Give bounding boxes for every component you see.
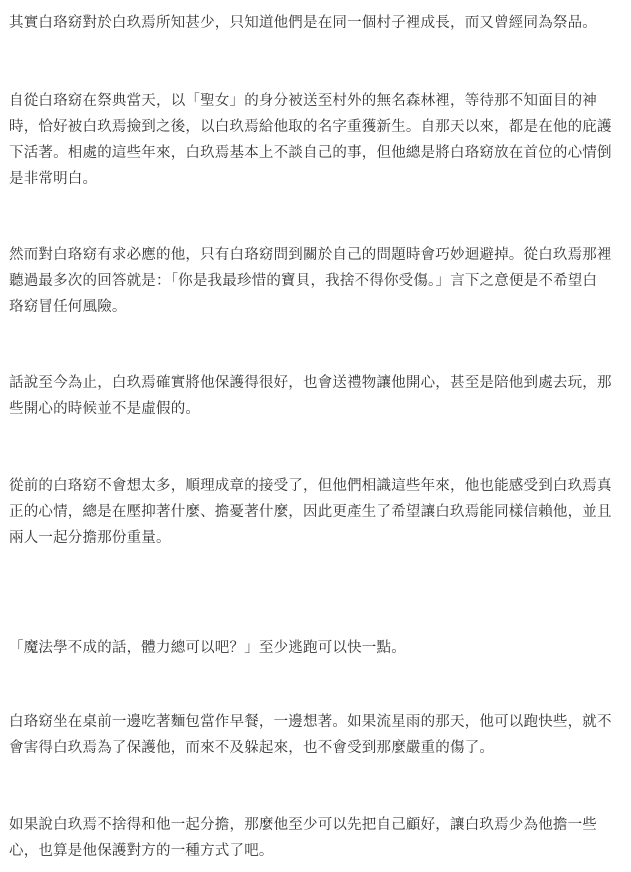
paragraph-line: 自從白珞窈在祭典當天，以「聖女」的身分被送至村外的無名森林裡，等待那不知面目的神 bbox=[9, 93, 597, 109]
paragraph-4 bbox=[9, 370, 627, 422]
paragraph-3 bbox=[9, 242, 627, 320]
paragraph-5 bbox=[9, 473, 627, 551]
paragraph-line: 然而對白珞窈有求必應的他，只有白珞窈問到關於自己的問題時會巧妙迴避掉。從白玖焉那裡 bbox=[9, 247, 612, 263]
paragraph-line: 會害得白玖焉為了保護他，而來不及躲起來，也不會受到那麼嚴重的傷了。 bbox=[9, 740, 495, 756]
paragraph-line: 兩人一起分擔那份重量。 bbox=[9, 530, 171, 546]
paragraph-1 bbox=[9, 10, 627, 36]
paragraph-6 bbox=[9, 635, 627, 661]
paragraph-line: 如果說白玖焉不捨得和他一起分擔，那麼他至少可以先把自己顧好，讓白玖焉少為他擔一些 bbox=[9, 817, 597, 833]
paragraph-line: 些開心的時候並不是虛假的。 bbox=[9, 401, 201, 417]
paragraph-8 bbox=[9, 812, 627, 864]
paragraph-7 bbox=[9, 709, 627, 761]
paragraph-line: 正的心情，總是在壓抑著什麼、擔憂著什麼，因此更產生了希望讓白玖焉能同樣信賴他，並且 bbox=[9, 504, 612, 520]
paragraph-line: 話說至今為止，白玖焉確實將他保護得很好，也會送禮物讓他開心，甚至是陪他到處去玩，那 bbox=[9, 375, 612, 391]
paragraph-line: 「魔法學不成的話，體力總可以吧？」至少逃跑可以快一點。 bbox=[9, 640, 406, 656]
paragraph-line: 白珞窈坐在桌前一邊吃著麵包當作早餐，一邊想著。如果流星雨的那天，他可以跑快些，就不 bbox=[9, 714, 612, 730]
paragraph-2 bbox=[9, 88, 627, 192]
paragraph-line: 聽過最多次的回答就是：「你是我最珍惜的寶貝，我捨不得你受傷。」言下之意便是不希望白 bbox=[9, 273, 598, 289]
paragraph-line: 時，恰好被白玖焉撿到之後，以白玖焉給他取的名字重獲新生。自那天以來，都是在他的庇護 bbox=[9, 119, 612, 135]
paragraph-line: 其實白珞窈對於白玖焉所知甚少，只知道他們是在同一個村子裡成長，而又曾經同為祭品。 bbox=[9, 15, 597, 31]
paragraph-line: 珞窈冒任何風險。 bbox=[9, 299, 127, 315]
paragraph-line: 是非常明白。 bbox=[9, 171, 98, 187]
paragraph-line: 從前的白珞窈不會想太多，順理成章的接受了，但他們相識這些年來，他也能感受到白玖焉真 bbox=[9, 478, 612, 494]
paragraph-line: 下活著。相處的這些年來，白玖焉基本上不談自己的事，但他總是將白珞窈放在首位的心情倒 bbox=[9, 145, 612, 161]
paragraph-line: 心，也算是他保護對方的一種方式了吧。 bbox=[9, 843, 274, 859]
